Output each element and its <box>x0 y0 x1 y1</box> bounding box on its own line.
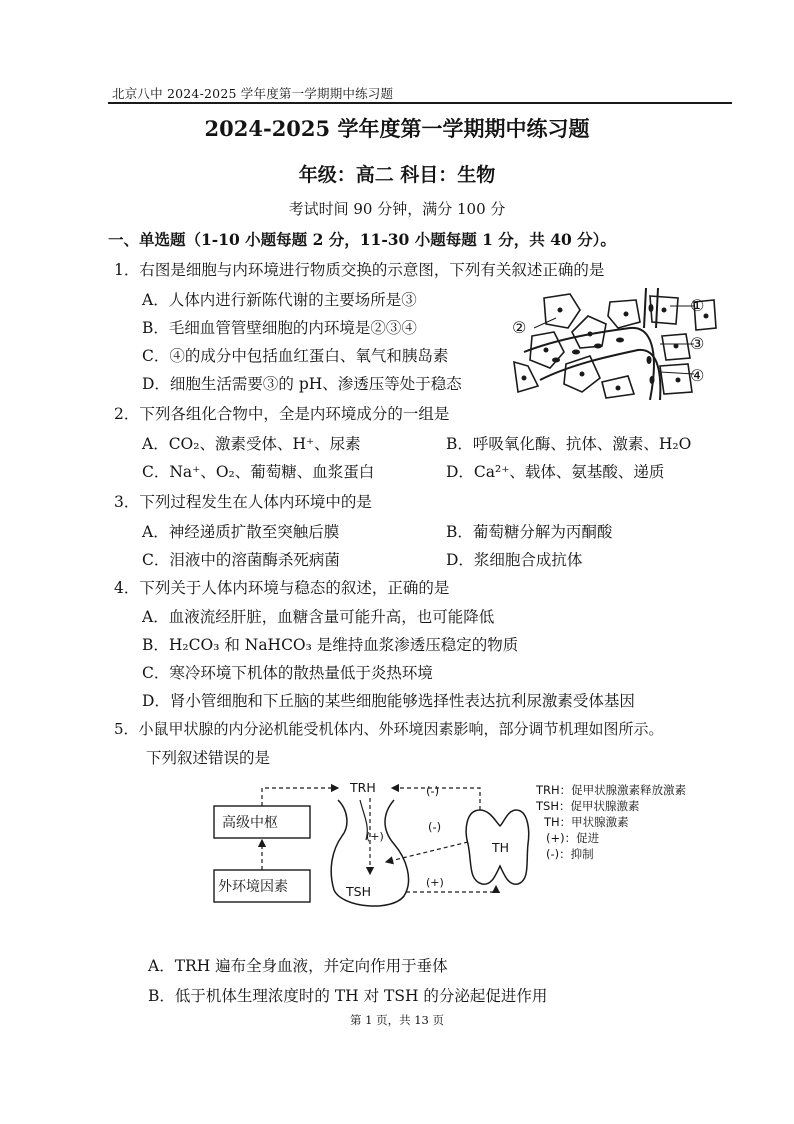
question-2-option-d: D．Ca²⁺、载体、氨基酸、递质 <box>446 463 665 481</box>
running-header: 北京八中 2024-2025 学年度第一学期期中练习题 <box>112 86 394 101</box>
question-5-stem: 5．小鼠甲状腺的内分泌机能受机体内、外环境因素影响，部分调节机理如图所示。 <box>114 720 664 738</box>
grade-subject: 年级：高二 科目：生物 <box>298 164 496 186</box>
question-2-option-c: C．Na⁺、O₂、葡萄糖、血浆蛋白 <box>142 463 375 481</box>
question-1-option-c: C．④的成分中包括血红蛋白、氧气和胰岛素 <box>142 347 449 365</box>
question-2-option-b: B．呼吸氧化酶、抗体、激素、H₂O <box>446 435 692 453</box>
question-1-option-d: D．细胞生活需要③的 pH、渗透压等处于稳态 <box>142 375 462 393</box>
figure-label-3: ③ <box>690 334 705 353</box>
question-2-stem: 2．下列各组化合物中，全是内环境成分的一组是 <box>114 405 450 423</box>
legend-item-promote: (+)：促进 <box>546 831 600 845</box>
tsh-label: TSH <box>346 884 371 899</box>
question-1-option-b: B．毛细血管管壁细胞的内环境是②③④ <box>142 319 417 337</box>
figure-label-4: ④ <box>690 366 705 385</box>
question-3-option-d: D．浆细胞合成抗体 <box>446 551 583 569</box>
figure-label-1: ① <box>690 296 705 315</box>
higher-center-label: 高级中枢 <box>222 815 278 831</box>
question-4-stem: 4．下列关于人体内环境与稳态的叙述，正确的是 <box>114 579 450 597</box>
inhibit-sign-2: (-) <box>428 820 442 834</box>
question-5-stem-cont: 下列叙述错误的是 <box>146 749 271 767</box>
question-4-option-b: B．H₂CO₃ 和 NaHCO₃ 是维持血浆渗透压稳定的物质 <box>142 636 519 654</box>
question-5-option-b: B．低于机体生理浓度时的 TH 对 TSH 的分泌起促进作用 <box>148 987 548 1005</box>
trh-label: TRH <box>350 780 376 795</box>
legend-item-tsh: TSH：促甲状腺激素 <box>536 799 640 813</box>
question-4-option-c: C．寒冷环境下机体的散热量低于炎热环境 <box>142 664 433 682</box>
page-title: 2024-2025 学年度第一学期期中练习题 <box>204 116 590 141</box>
exam-info: 考试时间 90 分钟，满分 100 分 <box>288 200 506 218</box>
question-1-stem: 1．右图是细胞与内环境进行物质交换的示意图，下列有关叙述正确的是 <box>114 261 605 279</box>
question-3-option-a: A．神经递质扩散至突触后膜 <box>142 523 340 541</box>
header-rule <box>108 102 732 104</box>
environment-factor-label: 外环境因素 <box>218 879 288 895</box>
figure-label-2: ② <box>512 318 527 337</box>
section-heading: 一、单选题（1-10 小题每题 2 分，11-30 小题每题 1 分，共 40 分）。 <box>108 230 616 249</box>
inhibit-sign-1: (-) <box>426 784 440 798</box>
th-label: TH <box>492 840 510 855</box>
legend-item-trh: TRH：促甲状腺激素释放激素 <box>536 783 687 797</box>
question-2-option-a: A．CO₂、激素受体、H⁺、尿素 <box>142 435 361 453</box>
question-3-stem: 3．下列过程发生在人体内环境中的是 <box>114 493 372 511</box>
legend-item-th: TH：甲状腺激素 <box>544 815 629 829</box>
page-footer: 第 1 页，共 13 页 <box>349 1013 445 1027</box>
promote-sign-1: (+) <box>366 830 384 843</box>
question-3-option-c: C．泪液中的溶菌酶杀死病菌 <box>142 551 340 569</box>
promote-sign-2: (+) <box>426 876 444 889</box>
question-4-option-d: D．肾小管细胞和下丘脑的某些细胞能够选择性表达抗利尿激素受体基因 <box>142 692 635 710</box>
question-4-option-a: A．血液流经肝脏，血糖含量可能升高，也可能降低 <box>142 608 495 626</box>
question-1-option-a: A．人体内进行新陈代谢的主要场所是③ <box>142 291 417 309</box>
question-5-option-a: A．TRH 遍布全身血液，并定向作用于垂体 <box>148 957 448 975</box>
cell-exchange-figure <box>510 288 720 400</box>
legend-item-inhibit: (-)：抑制 <box>546 847 594 861</box>
question-3-option-b: B．葡萄糖分解为丙酮酸 <box>446 523 613 541</box>
